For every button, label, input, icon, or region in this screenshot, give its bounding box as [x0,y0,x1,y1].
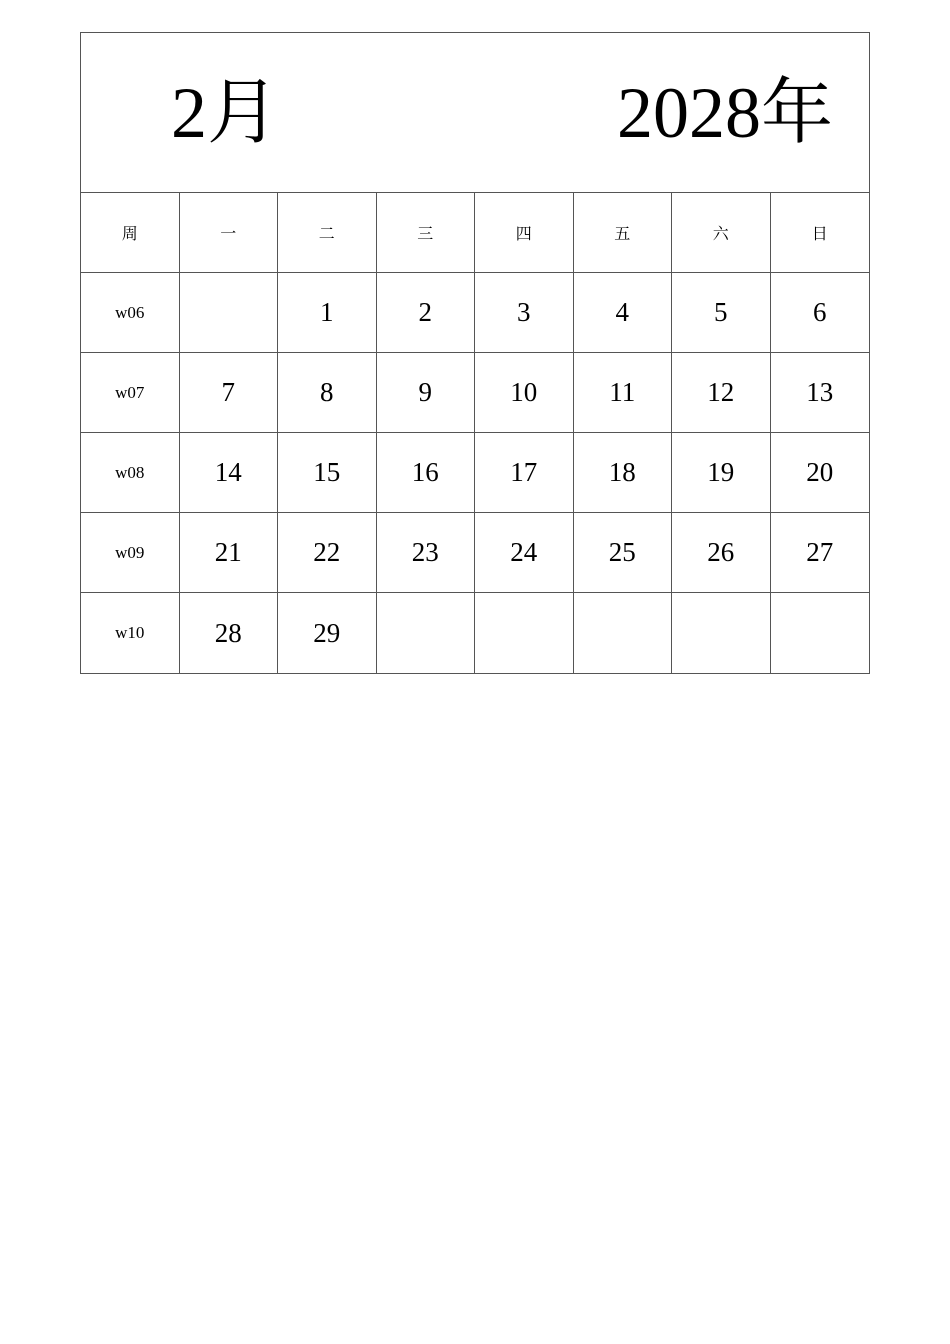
calendar [80,32,870,674]
day-cell: 25 [574,513,673,593]
day-cell: 21 [180,513,279,593]
weekday-header-sat: 六 [672,193,771,273]
day-cell: 15 [278,433,377,513]
day-cell: 23 [377,513,476,593]
day-cell: 1 [278,273,377,353]
day-cell: 2 [377,273,476,353]
week-number: w07 [81,353,180,433]
day-cell: 13 [771,353,870,433]
day-cell: 16 [377,433,476,513]
weekday-header-mon: 一 [180,193,279,273]
week-number: w09 [81,513,180,593]
weekday-header-tue: 二 [278,193,377,273]
day-cell: 19 [672,433,771,513]
day-cell [574,593,673,673]
calendar-grid [81,193,869,673]
day-cell: 8 [278,353,377,433]
day-cell: 24 [475,513,574,593]
weekday-header-sun: 日 [771,193,870,273]
day-cell: 27 [771,513,870,593]
day-cell [672,593,771,673]
day-cell: 3 [475,273,574,353]
day-cell [771,593,870,673]
day-cell: 29 [278,593,377,673]
week-number: w08 [81,433,180,513]
day-cell: 20 [771,433,870,513]
day-cell: 17 [475,433,574,513]
calendar-header [81,33,869,193]
week-number: w10 [81,593,180,673]
week-number: w06 [81,273,180,353]
day-cell: 12 [672,353,771,433]
weekday-header-thu: 四 [475,193,574,273]
day-cell: 7 [180,353,279,433]
weekday-header-week: 周 [81,193,180,273]
day-cell [377,593,476,673]
day-cell: 9 [377,353,476,433]
month-title: 2月 [171,73,280,153]
weekday-header-wed: 三 [377,193,476,273]
day-cell: 11 [574,353,673,433]
weekday-header-fri: 五 [574,193,673,273]
day-cell: 10 [475,353,574,433]
day-cell [180,273,279,353]
year-title: 2028年 [616,73,833,153]
day-cell: 4 [574,273,673,353]
day-cell: 18 [574,433,673,513]
day-cell: 6 [771,273,870,353]
day-cell [475,593,574,673]
day-cell: 28 [180,593,279,673]
day-cell: 26 [672,513,771,593]
day-cell: 5 [672,273,771,353]
day-cell: 22 [278,513,377,593]
day-cell: 14 [180,433,279,513]
